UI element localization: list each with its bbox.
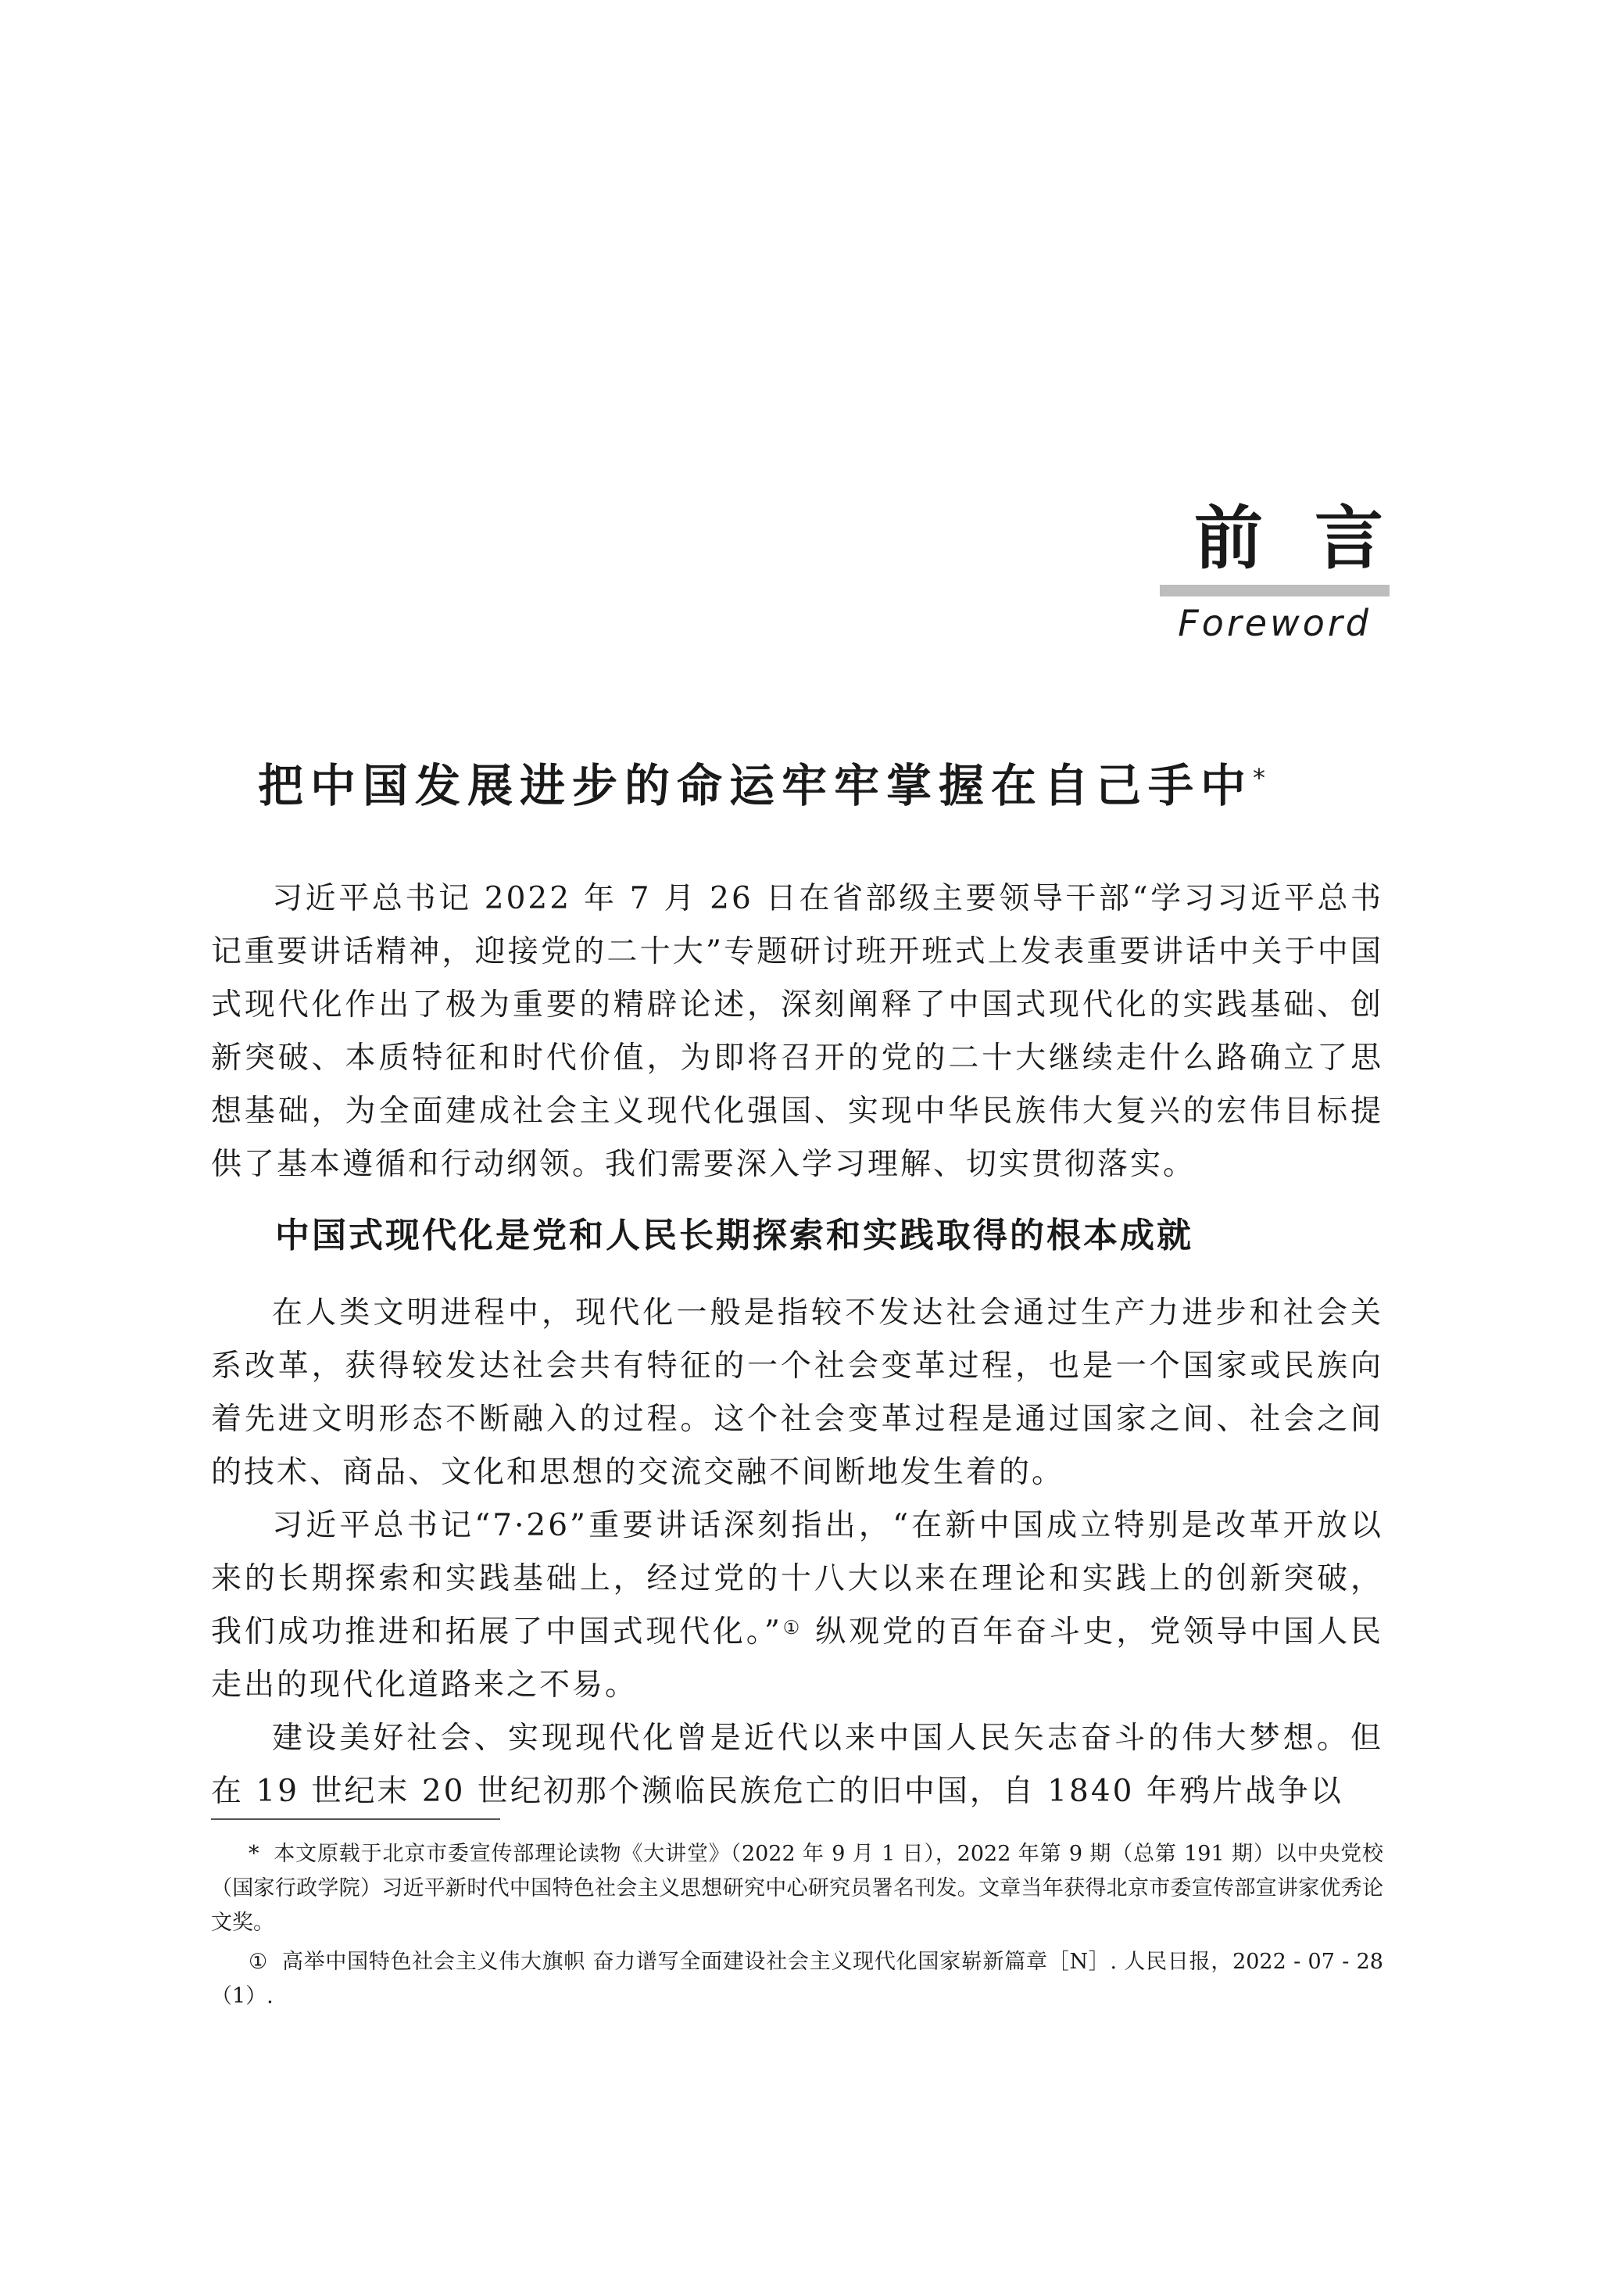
article-title bbox=[258, 754, 1368, 817]
footnote-separator bbox=[211, 1818, 500, 1820]
section-title-char-1: 前 bbox=[1193, 497, 1315, 578]
footnote-2-text: 高举中国特色社会主义伟大旗帜 奋力谱写全面建设社会主义现代化国家崭新篇章［N］. 人民日报，2022 - 07 - 28（1）. bbox=[211, 1950, 1383, 2008]
footnote-2 bbox=[211, 1945, 1383, 2014]
intro-paragraph: 习近平总书记 2022 年 7 月 26 日在省部级主要领导干部“学习习近平总书记重要讲话精神，迎接党的二十大”专题研讨班开班式上发表重要讲话中关于中国式现代化作出了极为重要的精辟论述，深刻阐释了中国式现代化的实践基础、创新突破、本质特征和时代价值，为即将召开的党的二十大继续走什么路确立了思想基础，为全面建成社会主义现代化强国、实现中华民族伟大复兴的宏伟目标提供了基本遵循和行动纲领。我们需要深入学习理解、切实贯彻落实。 bbox=[211, 881, 1383, 1182]
article-title-text: 把中国发展进步的命运牢牢掌握在自己手中 bbox=[258, 759, 1254, 812]
footnote-2-mark: ① bbox=[249, 1950, 268, 1974]
section-subheading: 中国式现代化是党和人民长期探索和实践取得的根本成就 bbox=[275, 1216, 1193, 1255]
article-title-footnote-mark: * bbox=[1253, 763, 1266, 793]
body-paragraph-3: 建设美好社会、实现现代化曾是近代以来中国人民矢志奋斗的伟大梦想。但在 19 世纪末 20 世纪初那个濒临民族危亡的旧中国，自 1840 年鸦片战争以 bbox=[211, 1721, 1383, 1809]
main-body bbox=[211, 1287, 1383, 1818]
body-paragraph-2-text-b: 纵观党的百年奋斗史，党领导中国人民走出的现代化道路来之不易。 bbox=[211, 1614, 1383, 1703]
footnote-1 bbox=[211, 1837, 1383, 1940]
footnote-ref-1[interactable]: ① bbox=[782, 1617, 803, 1639]
body-paragraph-2 bbox=[211, 1499, 1383, 1712]
section-title bbox=[1164, 499, 1383, 577]
section-subtitle: Foreword bbox=[1178, 602, 1372, 644]
section-title-char-2: 言 bbox=[1314, 497, 1383, 578]
section-title-rule bbox=[1160, 585, 1390, 596]
intro-section bbox=[211, 872, 1383, 1191]
footnotes bbox=[211, 1837, 1383, 2018]
body-paragraph-1: 在人类文明进程中，现代化一般是指较不发达社会通过生产力进步和社会关系改革，获得较发达社会共有特征的一个社会变革过程，也是一个国家或民族向着先进文明形态不断融入的过程。这个社会变革过程是通过国家之间、社会之间的技术、商品、文化和思想的交流交融不间断地发生着的。 bbox=[211, 1295, 1383, 1490]
footnote-1-text: 本文原载于北京市委宣传部理论读物《大讲堂》（2022 年 9 月 1 日），2022 年第 9 期（总第 191 期）以中央党校（国家行政学院）习近平新时代中国特色社会主义思想研究中心研究员署名刊发。文章当年获得北京市委宣传部宣讲家优秀论文奖。 bbox=[211, 1842, 1383, 1935]
footnote-1-mark: * bbox=[249, 1842, 259, 1866]
body-paragraph-2-text-a: 习近平总书记“7·26”重要讲话深刻指出，“在新中国成立特别是改革开放以来的长期探索和实践基础上，经过党的十八大以来在理论和实践上的创新突破，我们成功推进和拓展了中国式现代化。” bbox=[211, 1508, 1383, 1650]
